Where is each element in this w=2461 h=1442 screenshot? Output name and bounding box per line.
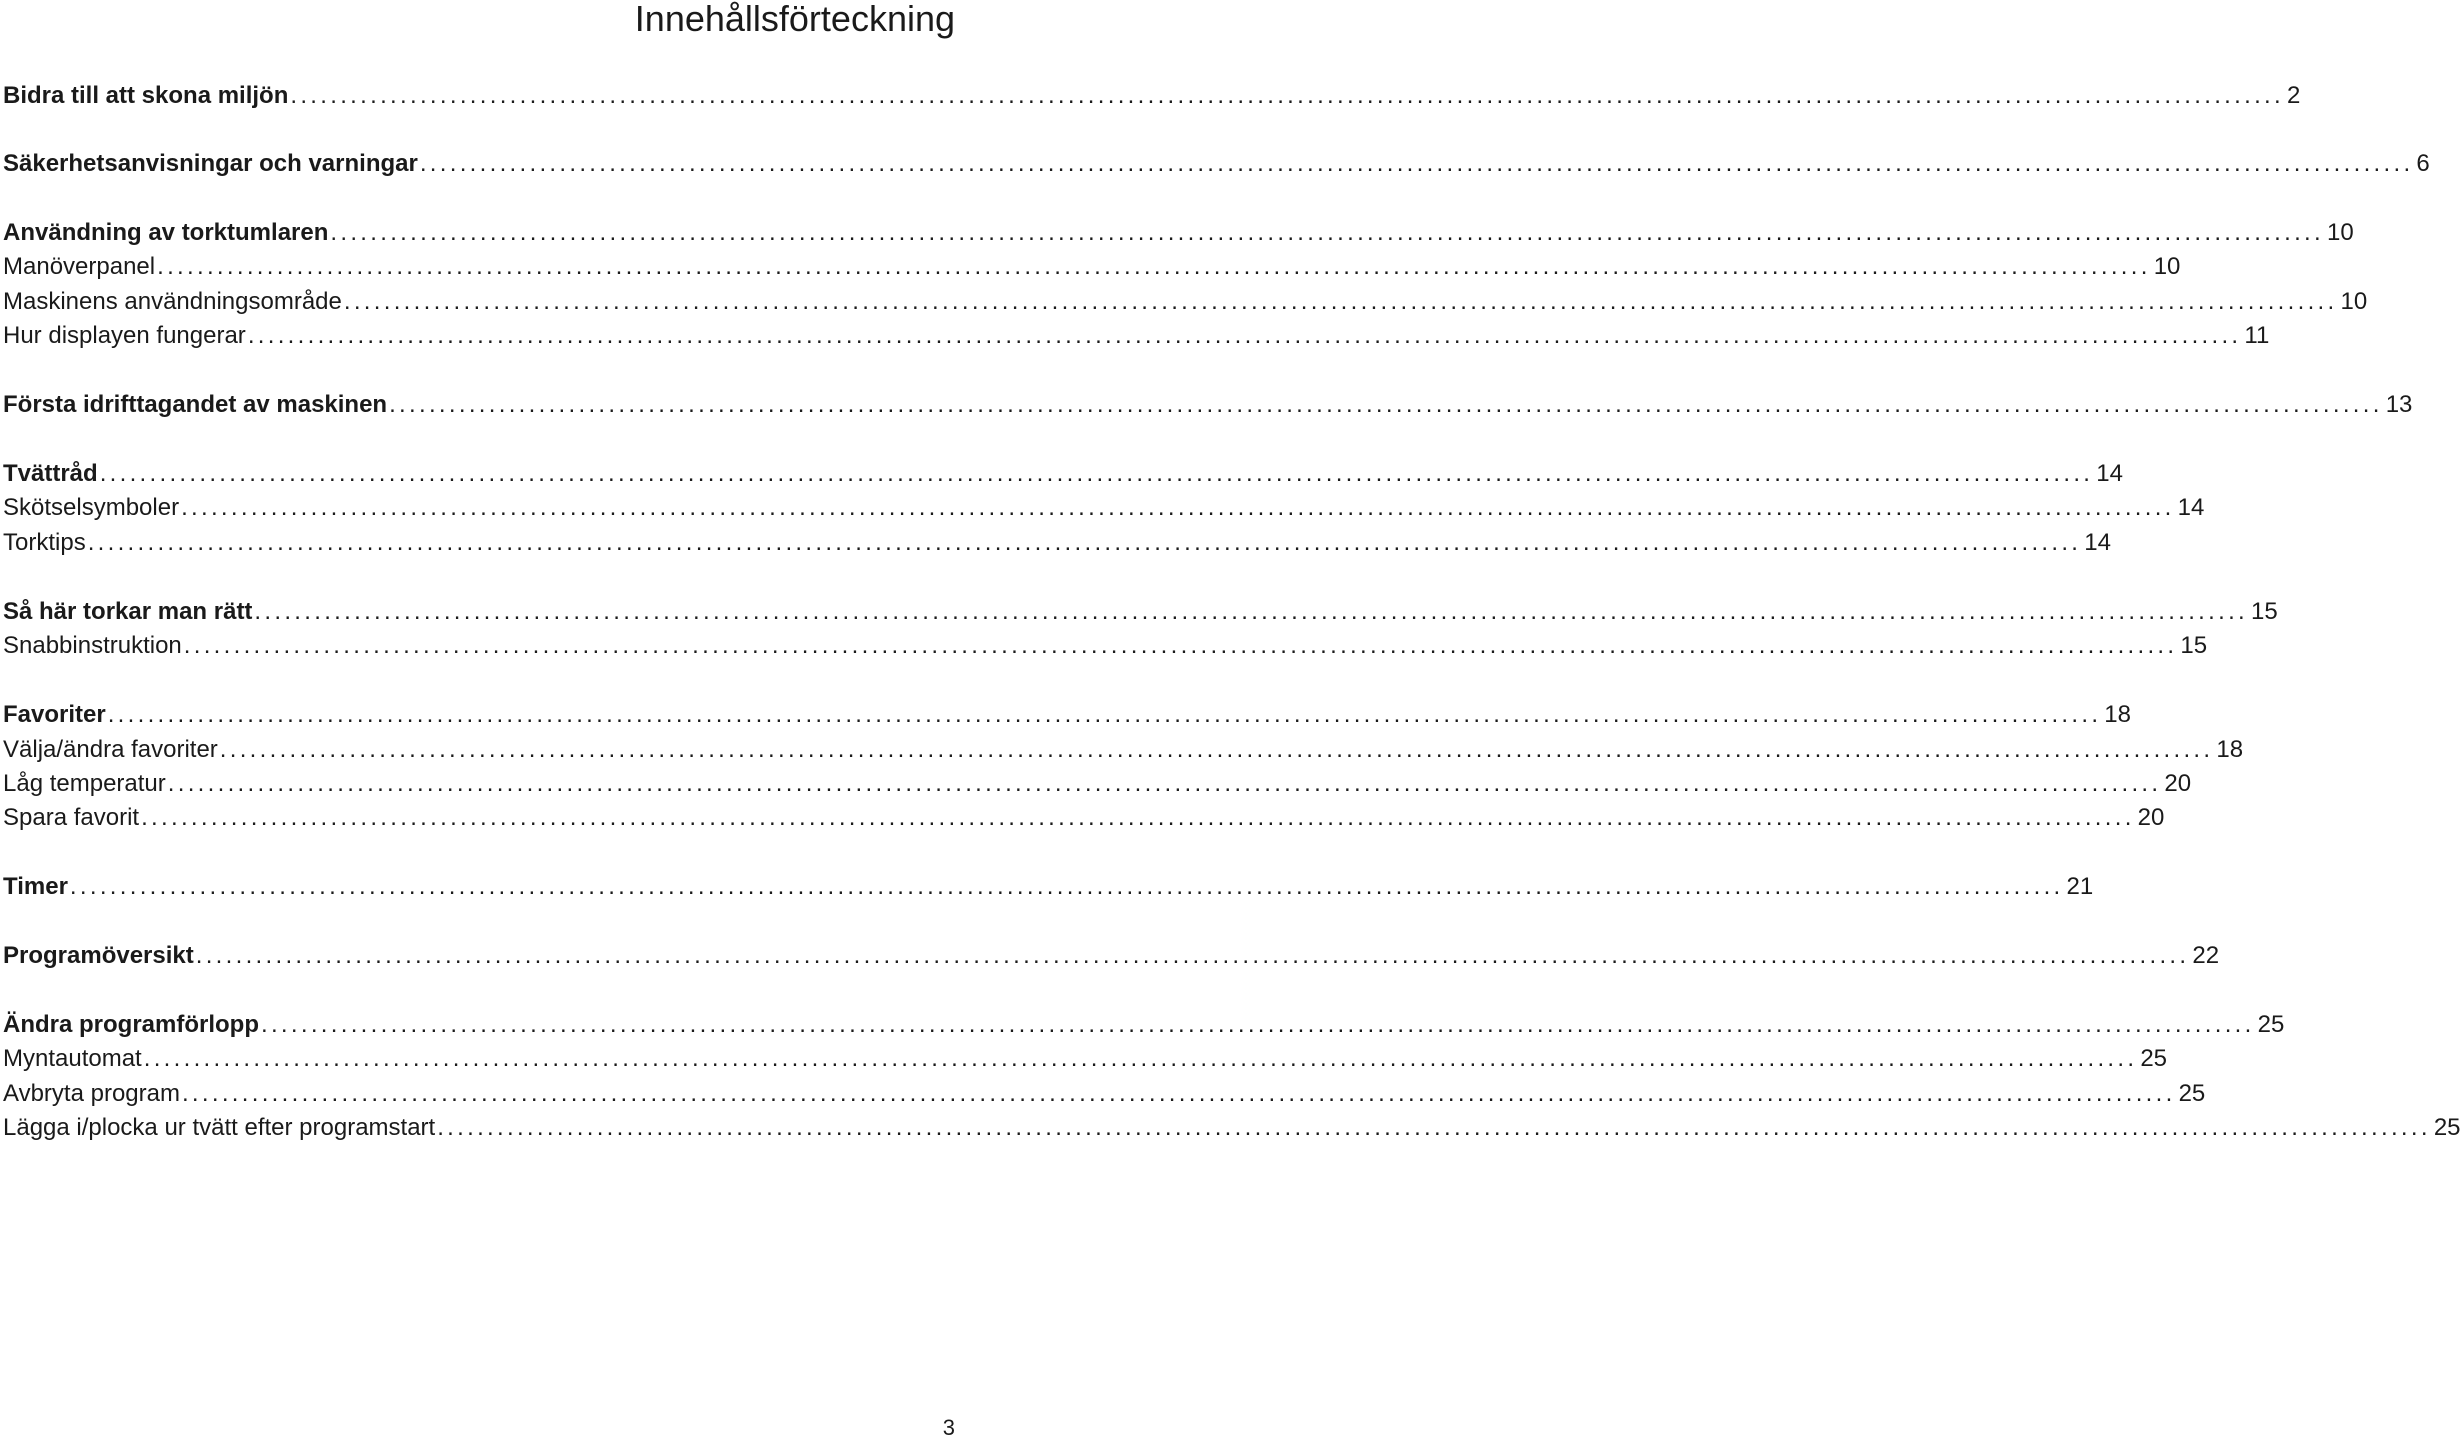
toc-entry-page: 25 bbox=[2140, 1045, 2168, 1072]
toc-entry-page: 14 bbox=[2084, 529, 2111, 556]
toc-entry-label: Torktips bbox=[3, 529, 86, 556]
dot-leader: ........................................................................................................................................................................................................ bbox=[181, 1080, 2176, 1107]
toc-entry-page: 25 bbox=[2257, 1011, 2285, 1038]
dot-leader: ........................................................................................................................................................................................................ bbox=[195, 942, 2190, 969]
toc-entry-page: 25 bbox=[2178, 1080, 2206, 1107]
dot-leader: ........................................................................................................................................................................................................ bbox=[343, 288, 2338, 315]
page-title: Innehållsförteckning bbox=[634, 0, 955, 39]
toc-entry[interactable] bbox=[3, 1078, 2206, 1110]
toc-entry-page: 20 bbox=[2164, 770, 2192, 797]
toc-entry-page: 14 bbox=[2177, 494, 2205, 521]
toc-entry-label: Första idrifttagandet av maskinen bbox=[3, 391, 388, 418]
toc-entry-label: Användning av torktumlaren bbox=[3, 219, 329, 246]
toc-entry[interactable] bbox=[3, 1043, 2168, 1075]
toc-entry-label: Myntautomat bbox=[3, 1045, 142, 1072]
toc-entry[interactable] bbox=[3, 320, 2270, 352]
toc-entry[interactable] bbox=[3, 492, 2205, 524]
toc-entry-page: 20 bbox=[2137, 804, 2165, 831]
toc-entry-page: 14 bbox=[2096, 460, 2123, 487]
dot-leader: ........................................................................................................................................................................................................ bbox=[157, 253, 2151, 280]
dot-leader: ........................................................................................................................................................................................................ bbox=[261, 1011, 2255, 1038]
dot-leader: ........................................................................................................................................................................................................ bbox=[181, 494, 2175, 521]
toc-entry-page: 21 bbox=[2066, 873, 2094, 900]
toc-entry-page: 2 bbox=[2286, 82, 2301, 109]
toc-entry[interactable] bbox=[3, 871, 2094, 903]
dot-leader: ........................................................................................................................................................................................................ bbox=[69, 873, 2064, 900]
dot-leader: ........................................................................................................................................................................................................ bbox=[247, 322, 2242, 349]
dot-leader: ........................................................................................................................................................................................................ bbox=[330, 219, 2324, 246]
toc-entry-page: 18 bbox=[2104, 701, 2131, 728]
toc-entry[interactable] bbox=[3, 286, 2368, 318]
toc-entry-label: Bidra till att skona miljön bbox=[3, 82, 289, 109]
toc-entry-label: Skötselsymboler bbox=[3, 494, 180, 521]
toc-entry[interactable] bbox=[3, 458, 2123, 490]
toc-entry-label: Spara favorit bbox=[3, 804, 140, 831]
dot-leader: ........................................................................................................................................................................................................ bbox=[219, 736, 2214, 763]
toc-entry-label: Manöverpanel bbox=[3, 253, 156, 280]
toc-entry-page: 11 bbox=[2244, 322, 2270, 349]
dot-leader: ........................................................................................................................................................................................................ bbox=[87, 529, 2082, 556]
toc-entry-page: 22 bbox=[2192, 942, 2220, 969]
toc-entry-label: Säkerhetsanvisningar och varningar bbox=[3, 150, 418, 177]
toc-entry[interactable] bbox=[3, 940, 2220, 972]
toc-entry-label: Lägga i/plocka ur tvätt efter programstart bbox=[3, 1114, 436, 1141]
dot-leader: ........................................................................................................................................................................................................ bbox=[419, 150, 2414, 177]
toc-entry-label: Ändra programförlopp bbox=[3, 1011, 259, 1038]
toc-entry[interactable] bbox=[3, 802, 2165, 834]
toc-entry[interactable] bbox=[3, 630, 2208, 662]
toc-entry-page: 10 bbox=[2340, 288, 2368, 315]
toc-entry-page: 15 bbox=[2180, 632, 2208, 659]
dot-leader: ........................................................................................................................................................................................................ bbox=[143, 1045, 2138, 1072]
toc-entry-label: Favoriter bbox=[3, 701, 106, 728]
toc-entry-label: Programöversikt bbox=[3, 942, 194, 969]
dot-leader: ........................................................................................................................................................................................................ bbox=[290, 82, 2284, 109]
toc-entry[interactable] bbox=[3, 80, 2301, 112]
toc-entry[interactable] bbox=[3, 734, 2244, 766]
toc-entry-label: Låg temperatur bbox=[3, 770, 166, 797]
toc-entry[interactable] bbox=[3, 217, 2354, 249]
page-number: 3 bbox=[942, 1415, 955, 1440]
toc-entry-label: Snabbinstruktion bbox=[3, 632, 182, 659]
dot-leader: ........................................................................................................................................................................................................ bbox=[107, 701, 2102, 728]
dot-leader: ........................................................................................................................................................................................................ bbox=[99, 460, 2094, 487]
toc-entry[interactable] bbox=[3, 251, 2181, 283]
toc-entry-page: 15 bbox=[2251, 598, 2278, 625]
toc-entry-page: 13 bbox=[2385, 391, 2413, 418]
toc-entry-label: Avbryta program bbox=[3, 1080, 180, 1107]
toc-entry-page: 10 bbox=[2326, 219, 2354, 246]
toc-entry[interactable] bbox=[3, 527, 2111, 559]
toc-entry-page: 25 bbox=[2433, 1114, 2461, 1141]
toc-entry-page: 10 bbox=[2153, 253, 2181, 280]
toc-entry-label: Så här torkar man rätt bbox=[3, 598, 253, 625]
dot-leader: ........................................................................................................................................................................................................ bbox=[183, 632, 2178, 659]
dot-leader: ........................................................................................................................................................................................................ bbox=[167, 770, 2162, 797]
toc-entry-label: Tvättråd bbox=[3, 460, 98, 487]
toc-entry[interactable] bbox=[3, 148, 2430, 180]
toc-entry[interactable] bbox=[3, 389, 2413, 421]
toc-entry-page: 18 bbox=[2216, 736, 2244, 763]
toc-entry-page: 6 bbox=[2416, 150, 2430, 177]
toc-entry-label: Maskinens användningsområde bbox=[3, 288, 342, 315]
toc-entry[interactable] bbox=[3, 1009, 2285, 1041]
dot-leader: ........................................................................................................................................................................................................ bbox=[389, 391, 2383, 418]
dot-leader: ........................................................................................................................................................................................................ bbox=[254, 598, 2249, 625]
toc-entry-label: Välja/ändra favoriter bbox=[3, 736, 218, 763]
toc-entry[interactable] bbox=[3, 596, 2278, 628]
toc-entry-label: Hur displayen fungerar bbox=[3, 322, 246, 349]
toc-entry-label: Timer bbox=[3, 873, 68, 900]
toc-entry[interactable] bbox=[3, 699, 2131, 731]
dot-leader: ........................................................................................................................................................................................................ bbox=[141, 804, 2135, 831]
dot-leader: ........................................................................................................................................................................................................ bbox=[437, 1114, 2431, 1141]
toc-entry[interactable] bbox=[3, 1112, 2461, 1144]
toc-entry[interactable] bbox=[3, 768, 2192, 800]
